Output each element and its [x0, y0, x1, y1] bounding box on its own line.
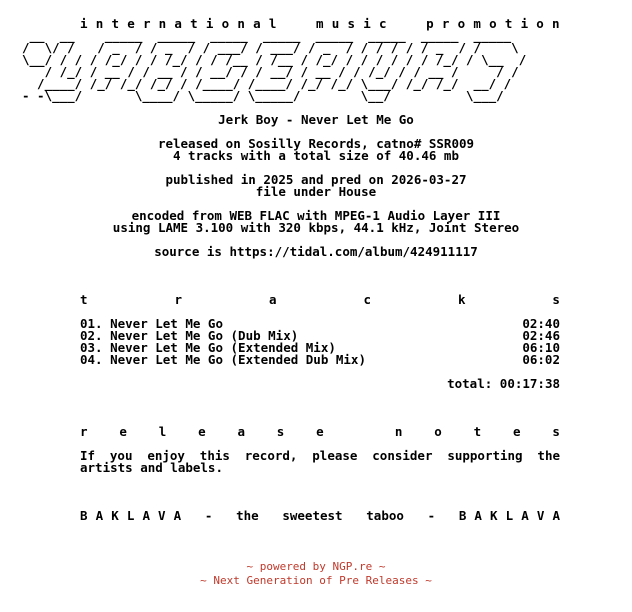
header-letter: c	[378, 16, 387, 31]
tagline-word: L	[505, 508, 514, 523]
tagline	[80, 510, 560, 522]
release-title: Jerk Boy - Never Let Me Go	[218, 112, 414, 127]
header-letter: t	[111, 16, 119, 31]
total-duration: total: 00:17:38	[447, 376, 560, 391]
tagline-word	[443, 510, 451, 522]
header-letter: o	[221, 16, 230, 31]
tagline-word: K	[490, 508, 498, 523]
tracks-heading-letter: a	[268, 292, 277, 307]
notes-heading-letter: l	[158, 424, 167, 439]
notes-heading-letter: o	[434, 424, 442, 439]
notes-heading-letter: s	[552, 424, 560, 439]
notes-heading-letter	[356, 426, 364, 438]
header-letter: p	[426, 16, 434, 31]
track-title: 04. Never Let Me Go (Extended Dub Mix)	[80, 352, 366, 367]
header-letter: n	[552, 16, 560, 31]
tagline-word: -	[204, 508, 213, 523]
header-letter: n	[237, 16, 245, 31]
header-letter: i	[520, 16, 529, 31]
header-letter: t	[504, 16, 513, 31]
tagline-word: sweetest	[282, 508, 343, 523]
tagline-word: the	[236, 508, 259, 523]
track-row	[80, 354, 560, 366]
header-letter: r	[142, 16, 151, 31]
header-letter: a	[253, 16, 261, 31]
header-letter: o	[536, 16, 544, 31]
header-letter: i	[205, 16, 214, 31]
notes-heading-letter: a	[237, 424, 245, 439]
track-duration: 06:02	[522, 352, 560, 367]
release-genre-line: file under House	[255, 184, 377, 199]
tagline-word: K	[111, 508, 119, 523]
tracks-heading-letter: t	[80, 292, 88, 307]
nfo-document	[0, 18, 632, 522]
track-duration: 06:10	[522, 340, 560, 355]
header-letter: e	[127, 16, 135, 31]
notes-heading-letter: e	[316, 424, 324, 439]
release-encoded-line: encoded from WEB FLAC with MPEG-1 Audio Layer III	[131, 208, 501, 223]
track-duration: 02:46	[522, 328, 560, 343]
tracks-heading-letter: k	[457, 292, 466, 307]
tagline-word: V	[536, 508, 545, 523]
notes-heading-letter: t	[473, 424, 482, 439]
header-letter: s	[347, 16, 356, 31]
baklava-logo-art: __ __ _____ _____ _____ _____ _____ _____ _____ _____ / \/ / / _ / / _ / / ___/ / ___/ / _ / / / / / / _ / / \ \__/ / / / /_/ / / /_/ / / /__ / /__ / /_/ / / / / / / /_/ / \__ / / /_/ / __ / / __ / / __/ / / __/ / __ / / /_/ / / __ / / / /____/ /_/ /_/ /_/ / /____/ /____/ /_/ /_/ \___/ /_/ /_/ __/ / - -\___/ \____/ \_____/ \_____/ \__/ \___/	[22, 28, 527, 103]
tracks-heading-letter: s	[552, 292, 560, 307]
header-letter: i	[363, 16, 371, 31]
header-letter: i	[80, 16, 88, 31]
track-title: 02. Never Let Me Go (Dub Mix)	[80, 328, 299, 343]
header-letter: n	[95, 16, 104, 31]
tagline-word	[189, 510, 197, 522]
track-title: 01. Never Let Me Go	[80, 316, 223, 331]
tagline-word: A	[474, 508, 482, 523]
header-letter: o	[489, 16, 497, 31]
notes-heading-letter: r	[80, 424, 88, 439]
tagline-word	[412, 510, 420, 522]
notes-heading-letter: e	[119, 424, 127, 439]
release-lame-line: using LAME 3.100 with 320 kbps, 44.1 kHz, Joint Stereo	[112, 220, 520, 235]
footer	[0, 560, 632, 588]
footer-powered-by: ~ powered by NGP.re ~	[246, 560, 386, 573]
header-letter: u	[331, 16, 340, 31]
tagline-word: B	[458, 508, 467, 523]
tracks-heading	[80, 294, 560, 306]
notes-heading-letter: e	[512, 424, 521, 439]
release-published-line: published in 2025 and pred on 2026-03-27	[165, 172, 467, 187]
tracks-heading-letter: r	[174, 292, 183, 307]
tagline-word: A	[521, 508, 529, 523]
header-letter: n	[158, 16, 167, 31]
notes-heading-letter: n	[394, 424, 403, 439]
tagline-word: taboo	[366, 508, 404, 523]
header-letter: l	[268, 16, 277, 31]
header-letter: o	[457, 16, 466, 31]
notes-heading-letter: s	[276, 424, 285, 439]
track-duration: 02:40	[522, 316, 560, 331]
release-source-line: source is https://tidal.com/album/424911117	[154, 244, 478, 259]
tagline-word	[267, 510, 275, 522]
header-letter: m	[473, 16, 481, 31]
header-letter: a	[174, 16, 182, 31]
tagline-word: V	[158, 508, 166, 523]
track-list	[80, 318, 560, 366]
header-letter: t	[190, 16, 198, 31]
footer-tagline: ~ Next Generation of Pre Releases ~	[200, 574, 432, 587]
release-notes-text: If you enjoy this record, please consider supporting the artists and labels.	[80, 448, 560, 475]
tagline-word	[220, 510, 228, 522]
tagline-word: B	[80, 508, 88, 523]
tagline-word: L	[126, 508, 135, 523]
tagline-word: A	[142, 508, 150, 523]
tagline-word: A	[552, 508, 560, 523]
track-title: 03. Never Let Me Go (Extended Mix)	[80, 340, 336, 355]
tagline-word	[351, 510, 359, 522]
header-letter: m	[316, 16, 324, 31]
release-label-line: released on Sosilly Records, catno# SSR009	[157, 136, 475, 151]
header-letter: r	[441, 16, 450, 31]
tagline-word: -	[427, 508, 436, 523]
release-notes-heading	[80, 426, 560, 438]
tagline-word: A	[173, 508, 182, 523]
tracks-heading-letter: c	[363, 292, 371, 307]
release-size-line: 4 tracks with a total size of 40.46 mb	[173, 148, 459, 163]
notes-heading-letter: e	[198, 424, 206, 439]
tagline-word: A	[95, 508, 104, 523]
